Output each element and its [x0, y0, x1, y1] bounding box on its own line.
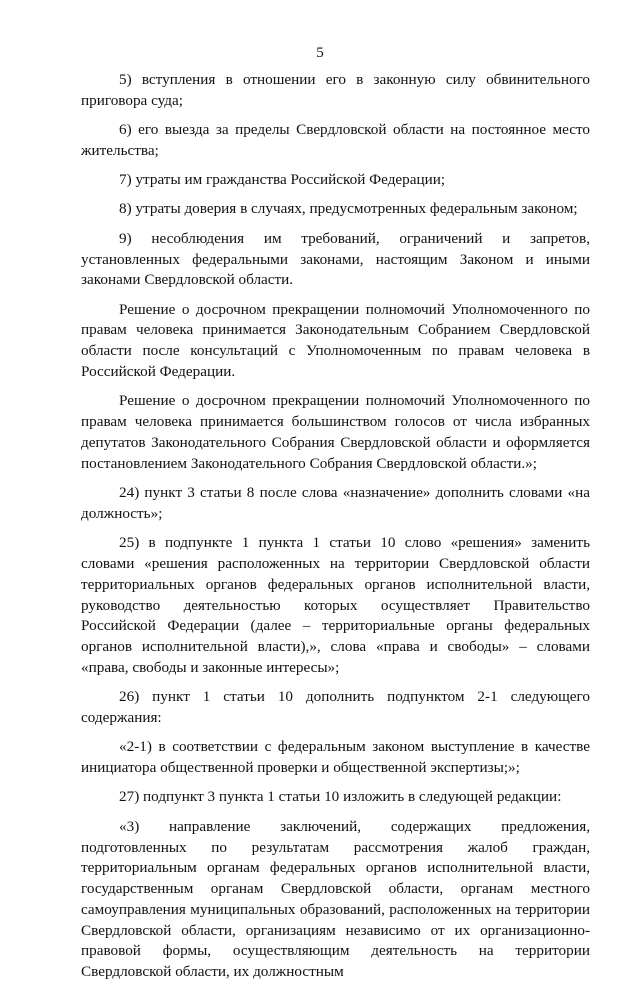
- paragraph-item-6: 6) его выезда за пределы Свердловской области на постоянное место жительства;: [81, 121, 590, 159]
- paragraph-subitem-3: «3) направление заключений, содержащих предложения, подготовленных по результатам рассмотрения жалоб граждан, территориальным органам федеральных органов исполнительной власти, государственным органам Свердловской области, органам местного самоуправления муниципальных образований, расположенных на территории Свердловской области, организациям независимо от их организационно-правовой формы, осуществляющим деятельность на территории Свердловской области, их должностным: [81, 817, 590, 981]
- paragraph-item-8: 8) утраты доверия в случаях, предусмотренных федеральным законом;: [119, 200, 578, 218]
- paragraph-subitem-2-1: «2-1) в соответствии с федеральным законом выступление в качестве инициатора общественной проверки и общественной экспертизы;»;: [81, 738, 590, 777]
- paragraph-item-9: 9) несоблюдения им требований, ограничений и запретов, установленных федеральными законами, настоящим Законом и иными законами Свердловской области.: [81, 229, 590, 289]
- paragraph-amendment-25: 25) в подпункте 1 пункта 1 статьи 10 слово «решения» заменить словами «решения расположенных на территории Свердловской области территориальных органов федеральных органов исполнительной власти, руководство деятельностью которых осуществляет Правительство Российской Федерации (далее – территориальные органы федеральных органов исполнительной власти),», слова «права и свободы» – словами «права, свободы и законные интересы»;: [81, 534, 590, 676]
- paragraph-early-termination-consultation: Решение о досрочном прекращении полномочий Уполномоченного по правам человека принимается Законодательным Собранием Свердловской области после консультаций с Уполномоченным по правам человека в Российской Федерации.: [81, 300, 590, 381]
- paragraph-early-termination-vote: Решение о досрочном прекращении полномочий Уполномоченного по правам человека принимается большинством голосов от числа избранных депутатов Законодательного Собрания Свердловской области и оформляется постановлением Законодательного Собрания Свердловской области.»;: [81, 392, 590, 472]
- paragraph-item-7: 7) утраты им гражданства Российской Федерации;: [119, 171, 446, 189]
- paragraph-amendment-24: 24) пункт 3 статьи 8 после слова «назначение» дополнить словами «на должность»;: [81, 484, 590, 522]
- paragraph-item-5: 5) вступления в отношении его в законную силу обвинительного приговора суда;: [81, 71, 590, 109]
- document-body: [81, 70, 590, 992]
- page-number: 5: [316, 45, 324, 61]
- paragraph-amendment-26: 26) пункт 1 статьи 10 дополнить подпунктом 2-1 следующего содержания:: [81, 688, 590, 727]
- paragraph-amendment-27: 27) подпункт 3 пункта 1 статьи 10 изложить в следующей редакции:: [119, 788, 562, 806]
